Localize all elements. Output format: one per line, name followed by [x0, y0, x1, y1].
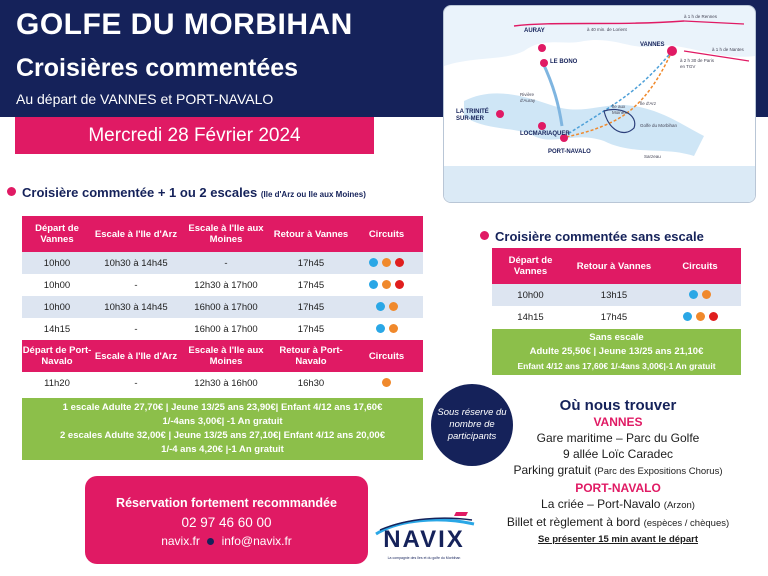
table-row: [22, 274, 423, 296]
orange-circuit-icon: [389, 302, 398, 311]
billet-note: (espèces / chèques): [643, 518, 730, 529]
cell: 17h45: [272, 318, 350, 340]
col-header: Circuits: [350, 340, 423, 372]
cell: 10h00: [22, 274, 92, 296]
map-note-rennes: à 1 h de Rennes: [684, 14, 718, 19]
map-note-arz: Île d'Arz: [640, 101, 657, 106]
navix-logo: [368, 506, 480, 572]
price-line: Enfant 4/12 ans 17,60€ 1/-4ans 3,00€|-1 An gratuit: [517, 361, 716, 371]
blue-circuit-icon: [683, 312, 692, 321]
location-line: [480, 462, 756, 480]
cell: 17h45: [569, 306, 659, 328]
location-portnavalo-heading: PORT-NAVALO: [575, 481, 661, 495]
map-graphic: [444, 6, 755, 202]
cell: 14h15: [22, 318, 92, 340]
cell: -: [92, 318, 180, 340]
table-row: [22, 372, 423, 394]
section-escales-title: [7, 185, 366, 200]
col-header: Retour à Vannes: [569, 248, 659, 284]
website-link[interactable]: navix.fr: [161, 534, 200, 548]
location-block: [480, 398, 756, 548]
cell: 17h45: [272, 252, 350, 274]
cell: 10h00: [492, 284, 569, 306]
cell: 16h30: [272, 372, 350, 394]
col-header: Circuits: [350, 216, 423, 252]
cell: -: [180, 252, 272, 274]
col-header: Retour à Port-Navalo: [272, 340, 350, 372]
cell: 12h30 à 17h00: [180, 274, 272, 296]
departure-text: Au départ de VANNES et PORT-NAVALO: [16, 91, 274, 107]
schedule-table-escales: [22, 216, 423, 394]
cell: 12h30 à 16h00: [180, 372, 272, 394]
circuits-cell: [350, 274, 423, 296]
cell: 14h15: [492, 306, 569, 328]
col-header: Escale à l'Ile d'Arz: [92, 216, 180, 252]
map-note-paris: à 2 h 30 de Paris en TGV: [680, 58, 715, 69]
separator-dot-icon: [207, 538, 214, 545]
prices-escales: [22, 398, 423, 460]
location-line: [480, 514, 756, 532]
parking-text: Parking gratuit: [513, 463, 591, 477]
blue-circuit-icon: [376, 324, 385, 333]
logo-wordmark: NAVIX: [383, 526, 465, 553]
circuits-cell: [659, 284, 741, 306]
circuits-cell: [350, 372, 423, 394]
map-label-portnavalo: PORT-NAVALO: [548, 149, 591, 155]
price-line: 1/-4 ans 4,20€ |-1 An gratuit: [161, 444, 284, 455]
orange-circuit-icon: [696, 312, 705, 321]
schedule-table-sans-escale: [492, 248, 741, 328]
page-subtitle: Croisières commentées: [16, 54, 299, 82]
blue-circuit-icon: [376, 302, 385, 311]
map-pin-trinite: [496, 110, 504, 118]
cell: 13h15: [569, 284, 659, 306]
cell: 17h45: [272, 296, 350, 318]
col-header: Escale à l'Ile aux Moines: [180, 216, 272, 252]
cell: 17h45: [272, 274, 350, 296]
cell: 11h20: [22, 372, 92, 394]
map-label-locmariaquer: LOCMARIAQUER: [520, 131, 570, 137]
col-header: Circuits: [659, 248, 741, 284]
map-label-vannes: VANNES: [640, 42, 665, 48]
blue-circuit-icon: [369, 258, 378, 267]
cell: 16h00 à 17h00: [180, 296, 272, 318]
date-banner: Mercredi 28 Février 2024: [15, 117, 374, 154]
parking-note: (Parc des Expositions Chorus): [594, 466, 723, 477]
map-note-nantes: à 1 h de Nantes: [712, 47, 744, 52]
reservation-box: [85, 476, 368, 564]
circuits-cell: [350, 318, 423, 340]
col-header: Départ de Vannes: [492, 248, 569, 284]
blue-circuit-icon: [689, 290, 698, 299]
cell: -: [92, 372, 180, 394]
criee-note: (Arzon): [663, 500, 695, 511]
red-circuit-icon: [709, 312, 718, 321]
reservation-contacts: [85, 534, 368, 548]
col-header: Retour à Vannes: [272, 216, 350, 252]
bullet-icon: [480, 231, 489, 240]
cell: 16h00 à 17h00: [180, 318, 272, 340]
circuits-cell: [659, 306, 741, 328]
price-line: 1 escale Adulte 27,70€ | Jeune 13/25 ans 23,90€| Enfant 4/12 ans 17,60€: [62, 402, 383, 413]
location-line: Gare maritime – Parc du Golfe: [536, 431, 700, 445]
table-row: [492, 284, 741, 306]
page-title: GOLFE DU MORBIHAN: [16, 8, 353, 41]
cell: -: [92, 274, 180, 296]
circuits-cell: [350, 252, 423, 274]
table-row: [492, 306, 741, 328]
col-header: Escale à l'Ile aux Moines: [180, 340, 272, 372]
map-label-lebono: LE BONO: [550, 59, 578, 65]
orange-circuit-icon: [382, 378, 391, 387]
bullet-icon: [7, 187, 16, 196]
col-header: Escale à l'Ile d'Arz: [92, 340, 180, 372]
map-pin-locmariaquer: [538, 122, 546, 130]
red-circuit-icon: [395, 280, 404, 289]
price-line: Adulte 25,50€ | Jeune 13/25 ans 21,10€: [529, 346, 704, 357]
map-sea: [444, 166, 755, 202]
price-line: Sans escale: [589, 332, 644, 343]
map-road: [514, 21, 684, 26]
map-pin-vannes: [667, 46, 677, 56]
billet-text: Billet et règlement à bord: [506, 515, 641, 529]
map-note-sarzeau: Sarzeau: [644, 154, 661, 159]
criee-text: La criée – Port-Navalo: [541, 497, 661, 511]
arrival-note: Se présenter 15 min avant le départ: [538, 534, 698, 545]
logo-tagline: La compagnie des îles et du golfe du Morbihan: [387, 556, 461, 560]
col-header: Départ de Vannes: [22, 216, 92, 252]
orange-circuit-icon: [702, 290, 711, 299]
location-vannes-heading: VANNES: [593, 415, 643, 429]
map-note-riviere: Rivière d'Auray: [520, 92, 536, 103]
section-escales-note: (Ile d'Arz ou Ile aux Moines): [260, 190, 366, 199]
prices-sans-escale: [492, 329, 741, 375]
price-line: 2 escales Adulte 32,00€ | Jeune 13/25 ans 27,10€| Enfant 4/12 ans 20,00€: [60, 430, 385, 441]
col-header: Départ de Port-Navalo: [22, 340, 92, 372]
table-row: [22, 296, 423, 318]
circuits-cell: [350, 296, 423, 318]
orange-circuit-icon: [382, 258, 391, 267]
orange-circuit-icon: [382, 280, 391, 289]
price-line: 1/-4ans 3,00€| -1 An gratuit: [162, 416, 283, 427]
orange-circuit-icon: [389, 324, 398, 333]
map-pin-lebono: [540, 59, 548, 67]
section-escales-label: Croisière commentée + 1 ou 2 escales: [22, 185, 258, 200]
map-note-lorient: à 40 min. de Lorient: [587, 27, 627, 32]
location-line: 9 allée Loïc Caradec: [562, 447, 674, 461]
location-line: [480, 496, 756, 514]
email-link[interactable]: info@navix.fr: [221, 534, 292, 548]
map: [443, 5, 756, 203]
cell: 10h00: [22, 296, 92, 318]
reserve-note: Sous réserve du nombre de participants: [431, 384, 513, 466]
section-sans-escale-label: Croisière commentée sans escale: [495, 229, 704, 244]
table-row: [22, 318, 423, 340]
blue-circuit-icon: [369, 280, 378, 289]
cell: 10h00: [22, 252, 92, 274]
location-title: Où nous trouver: [559, 397, 677, 414]
table-row: [22, 252, 423, 274]
map-note-moines: Île aux Moines: [612, 104, 627, 115]
map-note-golfe: Golfe du Morbihan: [640, 123, 678, 128]
map-label-auray: AURAY: [524, 28, 545, 34]
red-circuit-icon: [395, 258, 404, 267]
cell: 10h30 à 14h45: [92, 252, 180, 274]
reservation-title: Réservation fortement recommandée: [116, 496, 337, 510]
section-sans-escale-title: [480, 229, 704, 244]
map-label-trinite: LA TRINITÉ SUR-MER: [456, 109, 489, 122]
reservation-phone[interactable]: 02 97 46 60 00: [181, 515, 272, 530]
map-pin-auray: [538, 44, 546, 52]
cell: 10h30 à 14h45: [92, 296, 180, 318]
